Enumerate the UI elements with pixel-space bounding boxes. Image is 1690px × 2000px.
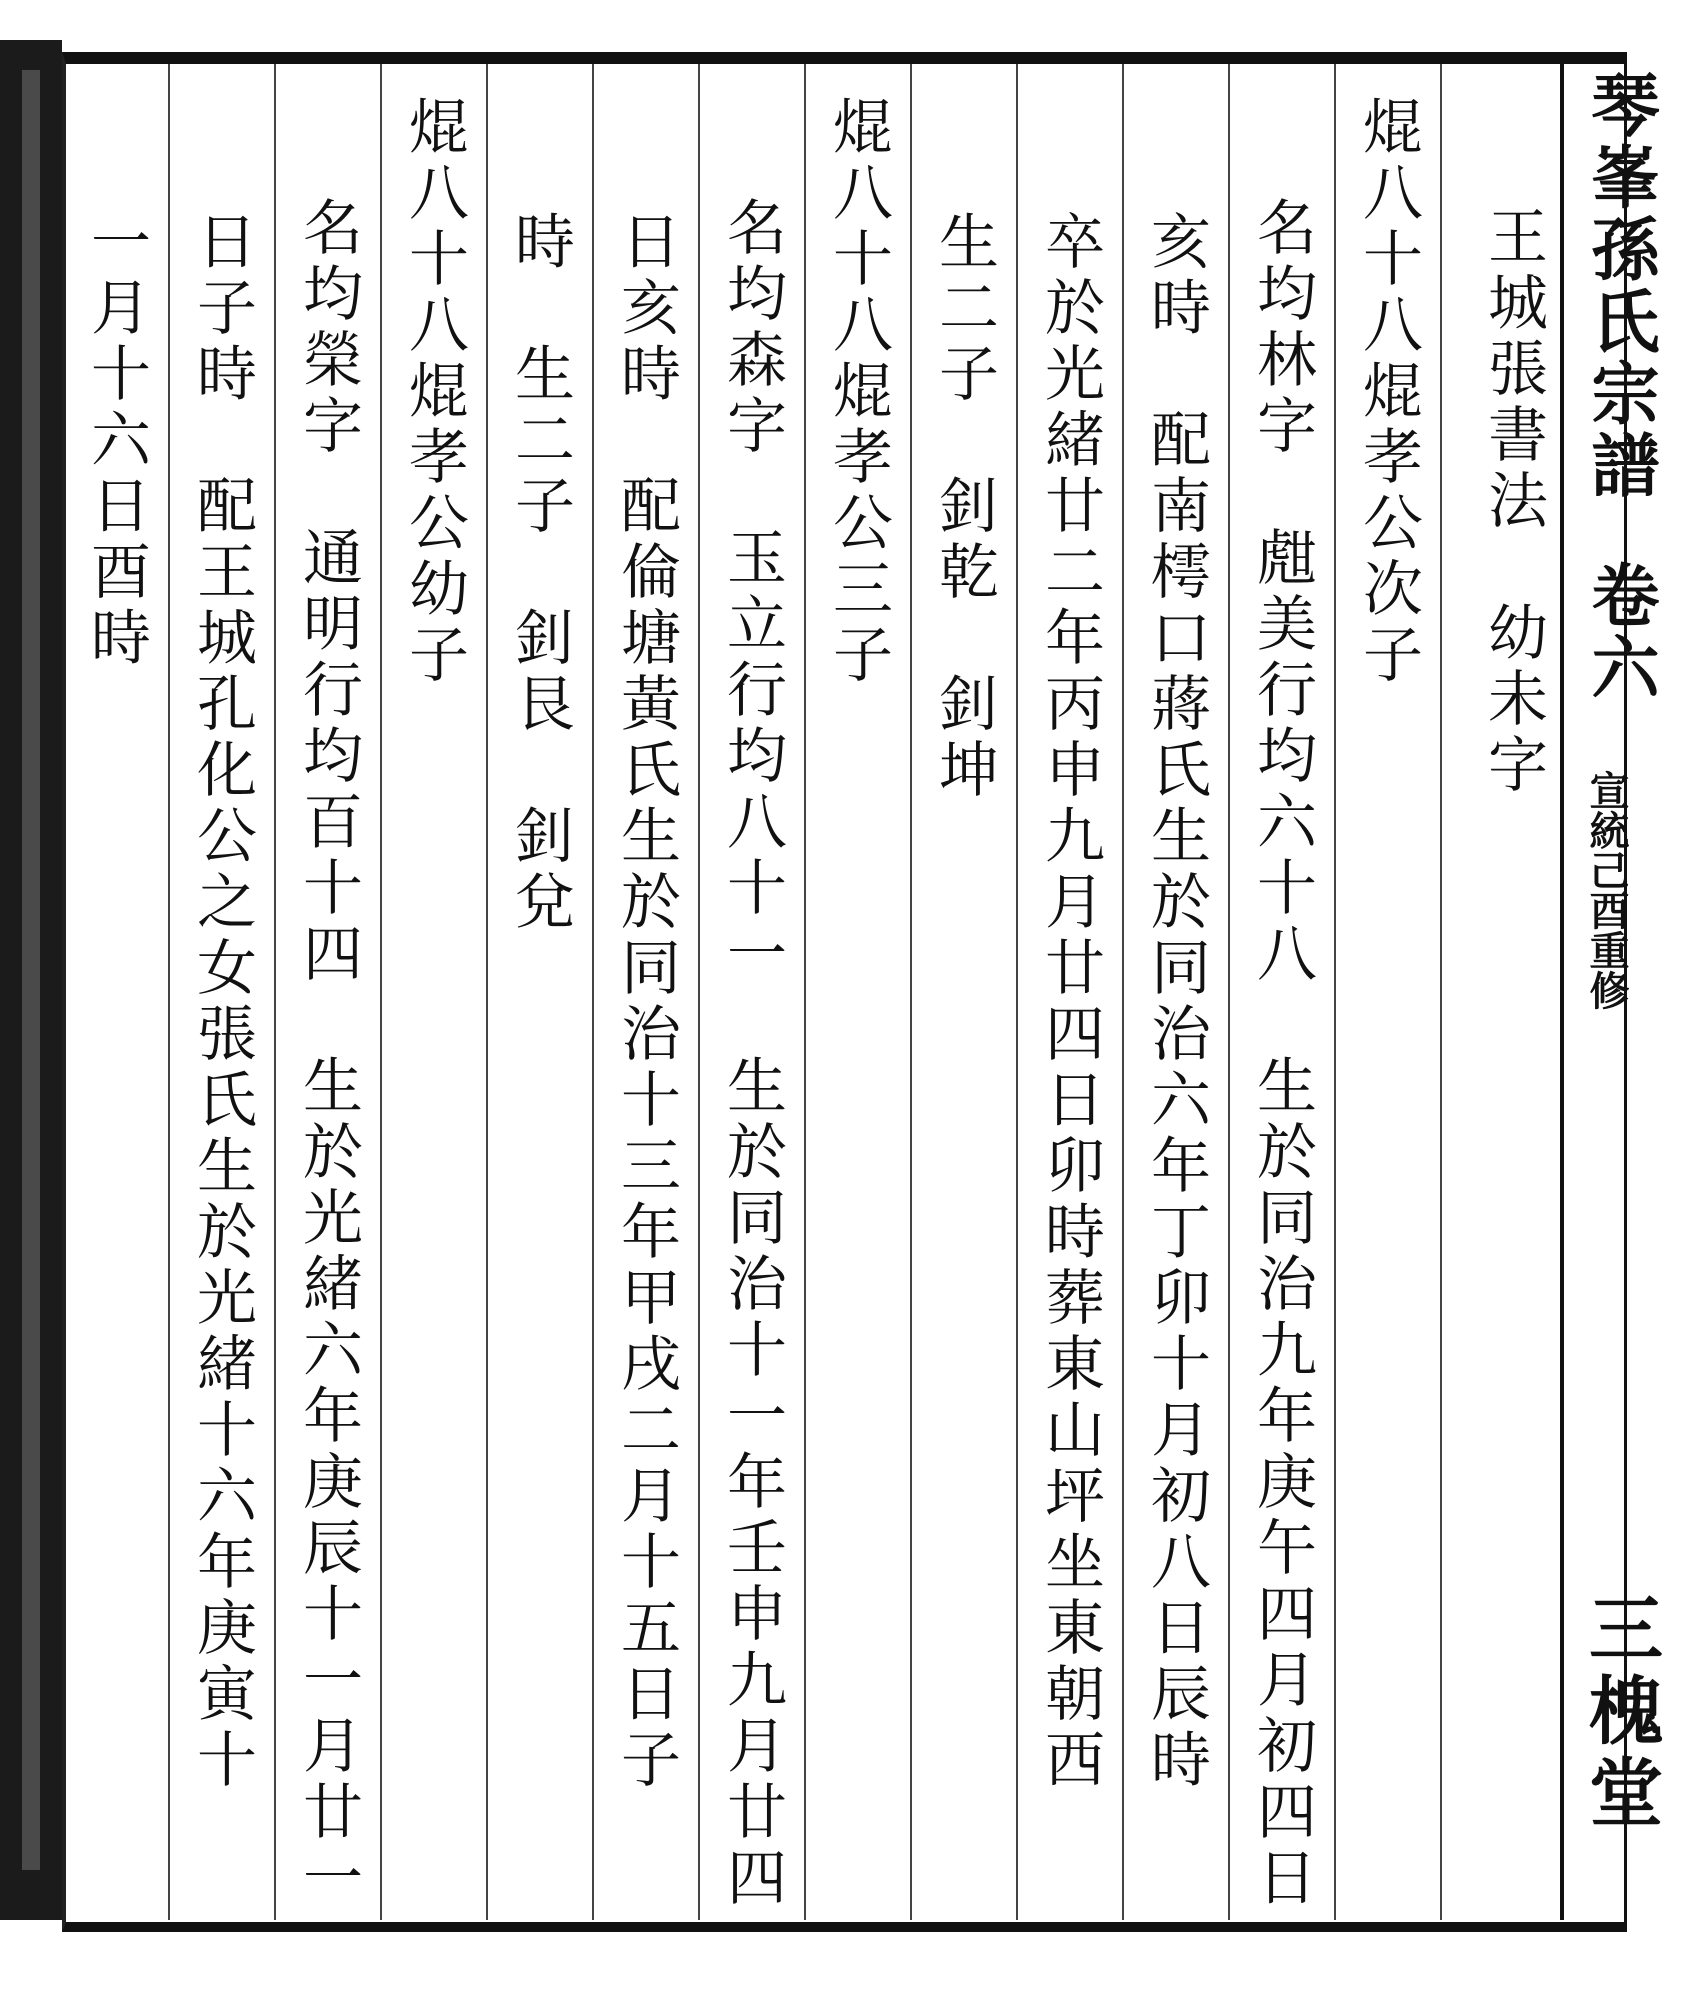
text-column-13: 一月十六日酉時 <box>81 210 151 672</box>
text-column-3: 亥時 配南樗口蔣氏生於同治六年丁卯十月初八日辰時 <box>1141 210 1211 1794</box>
text-column-12: 日子時 配王城孔化公之女張氏生於光緒十六年庚寅十 <box>187 210 257 1794</box>
column-rule <box>274 64 276 1920</box>
column-rule <box>486 64 488 1920</box>
text-column-9: 時 生二子 釗艮 釗兌 <box>505 210 575 936</box>
text-column-11: 名均榮字 通明行均百十四 生於光緒六年庚辰十一月廿一 <box>293 130 363 1912</box>
text-column-4: 卒於光緒廿二年丙申九月廿四日卯時葬東山坪坐東朝西 <box>1035 210 1105 1794</box>
text-column-7: 名均森字 玉立行均八十一 生於同治十一年壬申九月廿四 <box>717 130 787 1912</box>
column-rule <box>698 64 700 1920</box>
column-rule <box>804 64 806 1920</box>
page-edge <box>22 70 40 1870</box>
text-column-2: 名均林字 甝美行均六十八 生於同治九年庚午四月初四日 <box>1247 130 1317 1912</box>
text-column-1: 焜八十八焜孝公次子 <box>1353 95 1423 689</box>
volume-label: 卷六 <box>1580 560 1660 704</box>
edition-note: 宣統己酉重修 <box>1583 770 1630 1010</box>
column-rule <box>910 64 912 1920</box>
column-rule <box>1440 64 1442 1920</box>
text-column-6: 焜八十八焜孝公三子 <box>823 95 893 689</box>
column-rule <box>592 64 594 1920</box>
column-rule <box>1122 64 1124 1920</box>
column-rule <box>380 64 382 1920</box>
column-rule <box>1228 64 1230 1920</box>
column-rule <box>1334 64 1336 1920</box>
column-rule <box>168 64 170 1920</box>
text-column-10: 焜八十八焜孝公幼子 <box>399 95 469 689</box>
text-column-8: 日亥時 配倫塘黃氏生於同治十三年甲戌二月十五日子 <box>611 210 681 1794</box>
hall-name: 三槐堂 <box>1577 1590 1663 1836</box>
book-title: 琴峯孫氏宗譜 <box>1580 70 1660 502</box>
column-rule <box>1016 64 1018 1920</box>
text-column-5: 生二子 釗乾 釗坤 <box>929 210 999 804</box>
scribe-note: 王城張書法 幼未字 <box>1478 205 1548 799</box>
